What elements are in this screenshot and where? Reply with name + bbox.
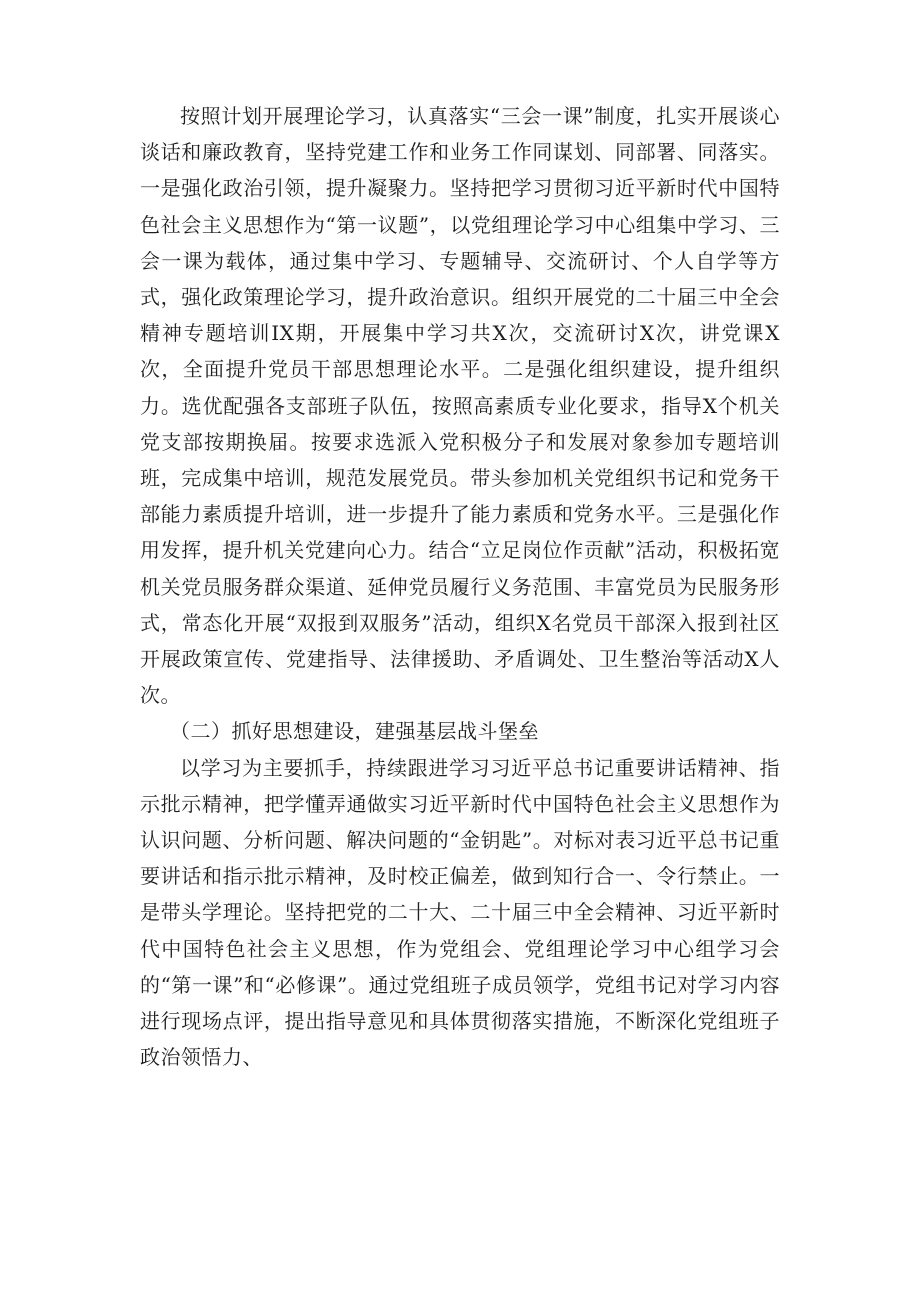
body-paragraph: 按照计划开展理论学习，认真落实“三会一课”制度，扎实开展谈心谈话和廉政教育，坚持党建工作和业务工作同谋划、同部署、同落实。一是强化政治引领，提升凝聚力。坚持把学习贯彻习近平新时代中国特色社会主义思想作为“第一议题”，以党组理论学习中心组集中学习、三会一课为载体，通过集中学习、专题辅导、交流研讨、个人自学等方式，强化政策理论学习，提升政治意识。组织开展党的二十届三中全会精神专题培训IX期，开展集中学习共X次，交流研讨X次，讲党课X次，全面提升党员干部思想理论水平。二是强化组织建设，提升组织力。选优配强各支部班子队伍，按照高素质专业化要求，指导X个机关党支部按期换届。按要求选派入党积极分子和发展对象参加专题培训班，完成集中培训，规范发展党员。带头参加机关党组织书记和党务干部能力素质提升培训，进一步提升了能力素质和党务水平。三是强化作用发挥，提升机关党建向心力。结合“立足岗位作贡献”活动，积极拓宽机关党员服务群众渠道、延伸党员履行义务范围、丰富党员为民服务形式，常态化开展“双报到双服务”活动，组织X名党员干部深入报到社区开展政策宣传、党建指导、法律援助、矛盾调处、卫生整治等活动X人次。 <box>140 104 780 708</box>
document-body <box>140 98 780 1075</box>
section-heading: （二）抓好思想建设，建强基层战斗堡垒 <box>170 719 539 744</box>
body-paragraph: 以学习为主要抓手，持续跟进学习习近平总书记重要讲话精神、指示批示精神，把学懂弄通做实习近平新时代中国特色社会主义思想作为认识问题、分析问题、解决问题的“金钥匙”。对标对表习近平总书记重要讲话和指示批示精神，及时校正偏差，做到知行合一、令行禁止。一是带头学理论。坚持把党的二十大、二十届三中全会精神、习近平新时代中国特色社会主义思想，作为党组会、党组理论学习中心组学习会的“第一课”和“必修课”。通过党组班子成员领学，党组书记对学习内容进行现场点评，提出指导意见和具体贯彻落实措施，不断深化党组班子政治领悟力、 <box>140 755 780 1070</box>
